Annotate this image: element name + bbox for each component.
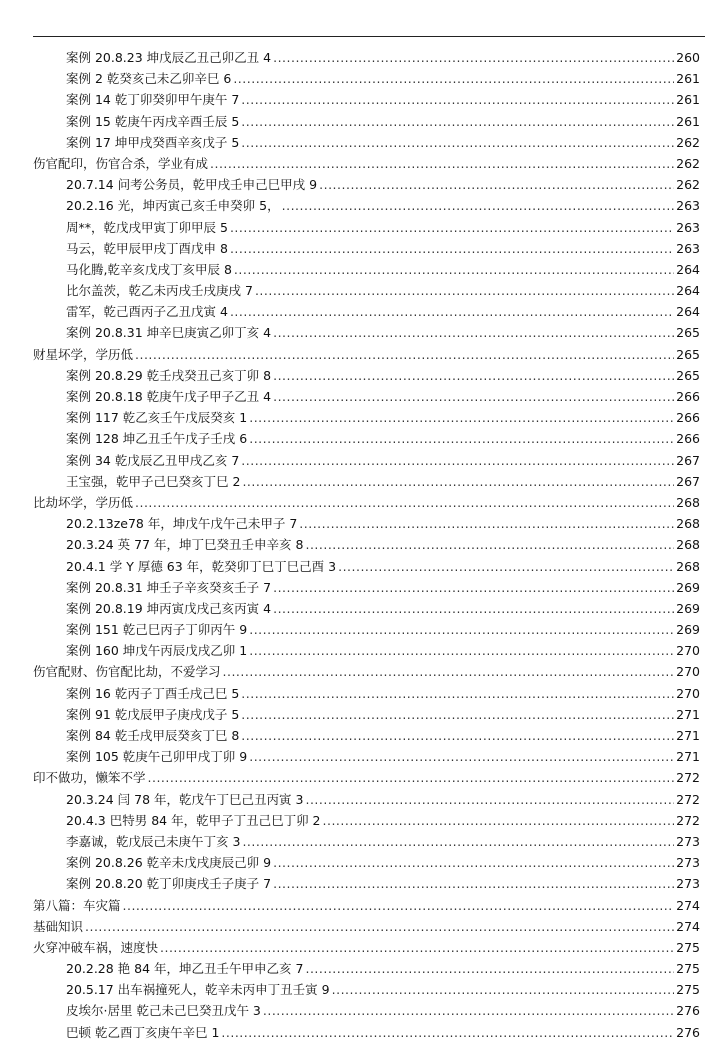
toc-entry-title: 案例 20.8.31 坤辛巳庚寅乙卯丁亥 4 [66, 325, 272, 341]
toc-page-number: 260 [676, 50, 700, 65]
toc-page-number: 275 [676, 939, 700, 955]
toc-page-number: 266 [676, 410, 700, 426]
toc-subentry[interactable] [33, 174, 700, 195]
toc-leader-dots [319, 174, 674, 195]
toc-subentry[interactable] [33, 386, 700, 407]
toc-page-number: 275 [676, 982, 700, 998]
toc-page-number: 276 [676, 1003, 700, 1019]
toc-leader-dots [135, 344, 674, 365]
toc-entry-title: 20.4.3 巴特男 84 年，乾甲子丁丑己巳丁卯 2 [66, 812, 321, 828]
table-of-contents [33, 47, 700, 1043]
toc-entry-title: 伤官配财、伤官配比劫，不爱学习 [33, 664, 221, 680]
toc-subentry[interactable] [33, 68, 700, 89]
toc-page-number: 272 [676, 791, 700, 807]
toc-page-number: 264 [676, 304, 700, 320]
toc-leader-dots [273, 852, 674, 873]
toc-page-number: 268 [676, 537, 700, 553]
toc-page-number: 264 [676, 261, 700, 277]
toc-page-number: 265 [676, 325, 700, 341]
toc-page-number: 262 [676, 155, 700, 171]
toc-subentry[interactable] [33, 365, 700, 386]
toc-page-number: 272 [676, 770, 700, 786]
toc-leader-dots [249, 428, 674, 449]
toc-subentry[interactable] [33, 513, 700, 534]
toc-leader-dots [135, 492, 674, 513]
toc-subentry[interactable] [33, 238, 700, 259]
toc-page-number: 270 [676, 685, 700, 701]
toc-section-entry[interactable] [33, 937, 700, 958]
toc-entry-title: 案例 151 乾己巳丙子丁卯丙午 9 [66, 622, 248, 638]
toc-entry-title: 案例 20.8.31 坤壬子辛亥癸亥壬子 7 [66, 579, 272, 595]
toc-page-number: 266 [676, 431, 700, 447]
toc-leader-dots [223, 661, 674, 682]
toc-subentry[interactable] [33, 47, 700, 68]
toc-page-number: 272 [676, 812, 700, 828]
toc-leader-dots [234, 259, 674, 280]
toc-leader-dots [273, 386, 674, 407]
toc-section-entry[interactable] [33, 916, 700, 937]
toc-entry-title: 巴顿 乾乙酉丁亥庚午辛巳 1 [66, 1024, 220, 1040]
toc-entry-title: 案例 20.8.19 坤丙寅戊戌己亥丙寅 4 [66, 600, 272, 616]
toc-entry-title: 王宝强，乾甲子己巳癸亥丁巳 2 [66, 473, 241, 489]
toc-entry-title: 马云，乾甲辰甲戌丁酉戊申 8 [66, 240, 228, 256]
toc-leader-dots [241, 450, 674, 471]
toc-subentry[interactable] [33, 598, 700, 619]
toc-page-number: 268 [676, 516, 700, 532]
toc-entry-title: 案例 2 乾癸亥己未乙卯辛巳 6 [66, 71, 232, 87]
toc-entry-title: 20.4.1 学 Y 厚德 63 年，乾癸卯丁巳丁巳己酉 3 [66, 558, 337, 574]
toc-page-number: 270 [676, 664, 700, 680]
toc-entry-title: 比劫坏学，学历低 [33, 494, 134, 510]
toc-leader-dots [273, 365, 674, 386]
toc-leader-dots [241, 725, 674, 746]
toc-leader-dots [249, 640, 674, 661]
toc-leader-dots [255, 280, 674, 301]
toc-section-entry[interactable] [33, 153, 700, 174]
toc-subentry[interactable] [33, 746, 700, 767]
toc-page-number: 269 [676, 600, 700, 616]
toc-subentry[interactable] [33, 450, 700, 471]
toc-entry-title: 20.7.14 问考公务员，乾甲戌壬申己巳甲戌 9 [66, 177, 318, 193]
toc-leader-dots [249, 746, 674, 767]
toc-page-number: 262 [676, 134, 700, 150]
toc-entry-title: 案例 16 乾丙子丁酉壬戌己巳 5 [66, 685, 240, 701]
toc-entry-title: 案例 117 乾乙亥壬午戊辰癸亥 1 [66, 410, 248, 426]
toc-section-entry[interactable] [33, 492, 700, 513]
toc-leader-dots [282, 195, 674, 216]
toc-subentry[interactable] [33, 577, 700, 598]
toc-page-number: 268 [676, 494, 700, 510]
toc-entry-title: 案例 20.8.26 乾辛未戊戌庚辰己卯 9 [66, 855, 272, 871]
toc-leader-dots [230, 301, 674, 322]
toc-entry-title: 案例 160 坤戊午丙辰戊戌乙卯 1 [66, 643, 248, 659]
header-rule [33, 36, 705, 37]
toc-leader-dots [332, 979, 674, 1000]
toc-page-number: 271 [676, 706, 700, 722]
toc-entry-title: 雷军，乾己酉丙子乙丑戊寅 4 [66, 304, 228, 320]
toc-subentry[interactable] [33, 407, 700, 428]
toc-entry-title: 20.2.28 艳 84 年，坤乙丑壬午甲申乙亥 7 [66, 961, 304, 977]
toc-page-number: 263 [676, 240, 700, 256]
toc-subentry[interactable] [33, 725, 700, 746]
toc-subentry[interactable] [33, 534, 700, 555]
toc-section-entry[interactable] [33, 661, 700, 682]
toc-subentry[interactable] [33, 873, 700, 894]
toc-page-number: 261 [676, 113, 700, 129]
toc-subentry[interactable] [33, 958, 700, 979]
toc-page-number: 271 [676, 749, 700, 765]
toc-entry-title: 案例 84 乾壬戌甲辰癸亥丁巳 8 [66, 728, 240, 743]
toc-page-number: 263 [676, 198, 700, 214]
toc-entry-title: 20.5.17 出车祸撞死人，乾辛未丙申丁丑壬寅 9 [66, 982, 330, 998]
toc-section-entry[interactable] [33, 344, 700, 365]
toc-entry-title: 案例 20.8.23 坤戊辰乙丑己卯乙丑 4 [66, 50, 272, 65]
toc-page-number: 274 [676, 918, 700, 934]
toc-page-number: 262 [676, 177, 700, 193]
toc-subentry[interactable] [33, 89, 700, 110]
toc-entry-title: 案例 20.8.18 乾庚午戊子甲子乙丑 4 [66, 389, 272, 404]
toc-subentry[interactable] [33, 322, 700, 343]
toc-entry-title: 案例 14 乾丁卯癸卯甲午庚午 7 [66, 92, 240, 108]
toc-subentry[interactable] [33, 619, 700, 640]
toc-entry-title: 案例 34 乾戊辰乙丑甲戌乙亥 7 [66, 452, 240, 468]
toc-page-number: 261 [676, 71, 700, 87]
toc-leader-dots [148, 767, 674, 788]
toc-page-number: 275 [676, 961, 700, 977]
toc-subentry[interactable] [33, 704, 700, 725]
toc-leader-dots [241, 89, 674, 110]
toc-section-entry[interactable] [33, 895, 700, 916]
toc-page-number: 271 [676, 728, 700, 743]
toc-leader-dots [263, 1000, 674, 1021]
toc-leader-dots [241, 132, 674, 153]
toc-subentry[interactable] [33, 1000, 700, 1021]
toc-leader-dots [249, 407, 674, 428]
toc-page-number: 273 [676, 876, 700, 892]
toc-subentry[interactable] [33, 979, 700, 1000]
toc-page-number: 269 [676, 622, 700, 638]
toc-page-number: 266 [676, 389, 700, 404]
toc-page-number: 263 [676, 219, 700, 235]
toc-subentry[interactable] [33, 1022, 700, 1043]
toc-page-number: 264 [676, 283, 700, 299]
toc-leader-dots [242, 471, 674, 492]
toc-page-number: 267 [676, 473, 700, 489]
toc-subentry[interactable] [33, 683, 700, 704]
toc-subentry[interactable] [33, 132, 700, 153]
toc-page-number: 265 [676, 346, 700, 362]
toc-page-number: 276 [676, 1024, 700, 1040]
toc-entry-title: 案例 17 坤甲戌癸酉辛亥戊子 5 [66, 134, 240, 150]
toc-entry-title: 20.2.13ze78 年，坤戊午戊午己未甲子 7 [66, 516, 298, 532]
toc-subentry[interactable] [33, 810, 700, 831]
toc-leader-dots [338, 556, 674, 577]
toc-leader-dots [299, 513, 674, 534]
toc-entry-title: 周**，乾戊戌甲寅丁卯甲辰 5 [66, 219, 228, 235]
toc-entry-title: 火穿冲破车祸，速度快 [33, 939, 159, 955]
toc-page-number: 269 [676, 579, 700, 595]
toc-page-number: 267 [676, 452, 700, 468]
toc-leader-dots [230, 238, 674, 259]
toc-page-number: 273 [676, 833, 700, 849]
toc-leader-dots [323, 810, 674, 831]
toc-subentry[interactable] [33, 556, 700, 577]
toc-entry-title: 比尔盖茨，乾乙未丙戌壬戌庚戌 7 [66, 283, 253, 299]
toc-leader-dots [210, 153, 674, 174]
toc-entry-title: 案例 128 坤乙丑壬午戊子壬戌 6 [66, 431, 248, 447]
toc-leader-dots [230, 217, 674, 238]
toc-subentry[interactable] [33, 428, 700, 449]
toc-subentry[interactable] [33, 111, 700, 132]
toc-entry-title: 伤官配印，伤官合杀，学业有成 [33, 155, 209, 171]
toc-leader-dots [273, 577, 674, 598]
toc-subentry[interactable] [33, 259, 700, 280]
toc-leader-dots [273, 873, 674, 894]
toc-leader-dots [221, 1022, 674, 1043]
toc-section-entry[interactable] [33, 767, 700, 788]
toc-subentry[interactable] [33, 217, 700, 238]
toc-leader-dots [305, 958, 674, 979]
toc-entry-title: 20.2.16 光，坤丙寅己亥壬申癸卯 5， [66, 198, 280, 214]
toc-entry-title: 20.3.24 闫 78 年，乾戊午丁巳己丑丙寅 3 [66, 791, 304, 807]
toc-subentry[interactable] [33, 280, 700, 301]
toc-page-number: 274 [676, 897, 700, 913]
toc-subentry[interactable] [33, 852, 700, 873]
toc-leader-dots [242, 831, 674, 852]
toc-entry-title: 印不做功，懒笨不学 [33, 770, 146, 786]
toc-entry-title: 案例 15 乾庚午丙戌辛酉壬辰 5 [66, 113, 240, 129]
toc-leader-dots [305, 534, 674, 555]
toc-leader-dots [85, 916, 674, 937]
toc-leader-dots [160, 937, 674, 958]
toc-leader-dots [249, 619, 674, 640]
toc-entry-title: 皮埃尔·居里 乾己未己巳癸丑戊午 3 [66, 1003, 261, 1019]
toc-leader-dots [273, 322, 674, 343]
toc-entry-title: 案例 20.8.20 乾丁卯庚戌壬子庚子 7 [66, 876, 272, 892]
toc-entry-title: 案例 105 乾庚午己卯甲戌丁卯 9 [66, 749, 248, 765]
toc-leader-dots [305, 789, 674, 810]
toc-subentry[interactable] [33, 471, 700, 492]
toc-subentry[interactable] [33, 301, 700, 322]
toc-entry-title: 基础知识 [33, 918, 84, 934]
toc-leader-dots [273, 47, 674, 68]
toc-entry-title: 案例 20.8.29 乾壬戌癸丑己亥丁卯 8 [66, 367, 272, 383]
toc-subentry[interactable] [33, 195, 700, 216]
toc-leader-dots [123, 895, 674, 916]
toc-page-number: 261 [676, 92, 700, 108]
toc-leader-dots [273, 598, 674, 619]
toc-subentry[interactable] [33, 789, 700, 810]
toc-leader-dots [241, 683, 674, 704]
toc-entry-title: 李嘉诚，乾戊辰己未庚午丁亥 3 [66, 833, 241, 849]
toc-subentry[interactable] [33, 640, 700, 661]
toc-entry-title: 财星坏学，学历低 [33, 346, 134, 362]
toc-subentry[interactable] [33, 831, 700, 852]
toc-leader-dots [241, 704, 674, 725]
toc-entry-title: 第八篇：车灾篇 [33, 897, 121, 913]
toc-leader-dots [233, 68, 674, 89]
toc-entry-title: 20.3.24 英 77 年，坤丁巳癸丑壬申辛亥 8 [66, 537, 304, 553]
toc-page-number: 265 [676, 367, 700, 383]
toc-entry-title: 案例 91 乾戊辰甲子庚戌戊子 5 [66, 706, 240, 722]
toc-page-number: 268 [676, 558, 700, 574]
toc-leader-dots [241, 111, 674, 132]
toc-page-number: 273 [676, 855, 700, 871]
toc-entry-title: 马化腾,乾辛亥戊戌丁亥甲辰 8 [66, 261, 232, 277]
toc-page-number: 270 [676, 643, 700, 659]
